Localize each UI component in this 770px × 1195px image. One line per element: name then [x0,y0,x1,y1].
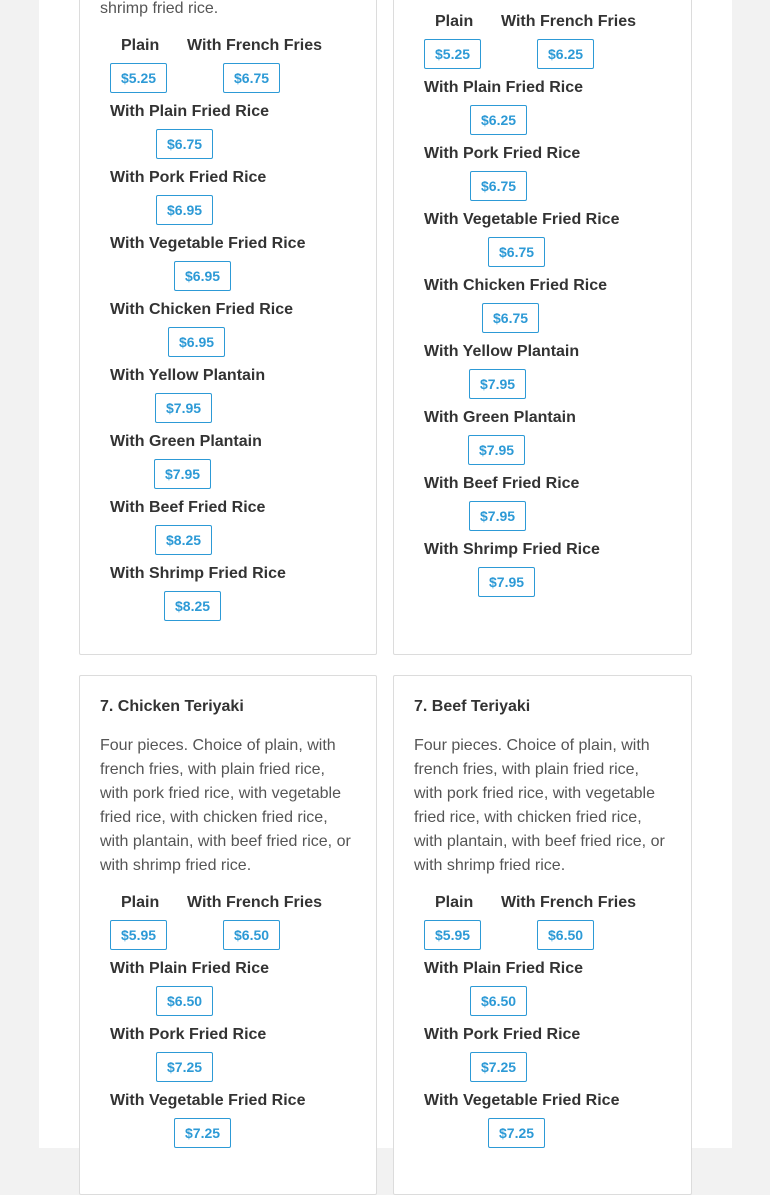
option-label-plain: Plain [435,13,474,30]
price-button-plain[interactable]: $5.95 [424,920,481,950]
price-button[interactable]: $8.25 [155,525,212,555]
option-label: With Vegetable Fried Rice [424,1092,620,1109]
option-label: With Plain Fried Rice [110,103,269,120]
option-label-plain: Plain [435,894,474,911]
option-label: With Beef Fried Rice [424,475,580,492]
price-button-french-fries[interactable]: $6.50 [223,920,280,950]
option-label-plain: Plain [121,37,160,54]
option-label: With Plain Fried Rice [424,79,583,96]
price-button[interactable]: $6.95 [168,327,225,357]
price-button-french-fries[interactable]: $6.25 [537,39,594,69]
price-button-french-fries[interactable]: $6.50 [537,920,594,950]
price-button[interactable]: $7.95 [154,459,211,489]
price-button[interactable]: $7.95 [469,369,526,399]
option-label: With Green Plantain [424,409,576,426]
price-button[interactable]: $7.95 [478,567,535,597]
item-description: Four pieces. Choice of plain, with french fries, with plain fried rice, with pork fried rice, with vegetable fried rice, with chicken fried rice, with plantain, with beef fried rice, or with shrimp fried rice. [414,737,665,874]
option-label: With Yellow Plantain [110,367,266,384]
option-label: With Plain Fried Rice [110,960,269,977]
option-label: With Chicken Fried Rice [424,277,607,294]
price-button-french-fries[interactable]: $6.75 [223,63,280,93]
option-label-french-fries: With French Fries [187,37,322,54]
price-button[interactable]: $6.95 [156,195,213,225]
price-button[interactable]: $6.25 [470,105,527,135]
menu-item-card [79,675,377,1195]
option-label: With Shrimp Fried Rice [424,541,600,558]
price-button[interactable]: $7.25 [488,1118,545,1148]
price-button[interactable]: $6.50 [470,986,527,1016]
menu-item-card [79,0,377,655]
option-label-french-fries: With French Fries [501,13,636,30]
price-button[interactable]: $6.75 [156,129,213,159]
price-button[interactable]: $6.95 [174,261,231,291]
price-button-plain[interactable]: $5.25 [110,63,167,93]
price-button-plain[interactable]: $5.95 [110,920,167,950]
price-button[interactable]: $6.75 [482,303,539,333]
price-button[interactable]: $7.95 [468,435,525,465]
option-label: With Green Plantain [110,433,262,450]
item-title: 7. Chicken Teriyaki [100,698,244,715]
menu-item-card [393,0,692,655]
option-label: With Beef Fried Rice [110,499,266,516]
option-label: With Chicken Fried Rice [110,301,293,318]
price-button[interactable]: $6.75 [470,171,527,201]
price-button[interactable]: $6.75 [488,237,545,267]
menu-item-card [393,675,692,1195]
option-label: With Yellow Plantain [424,343,580,360]
price-button[interactable]: $7.25 [156,1052,213,1082]
option-label: With Pork Fried Rice [110,169,267,186]
option-label: With Vegetable Fried Rice [110,1092,306,1109]
option-label: With Vegetable Fried Rice [110,235,306,252]
item-description: shrimp fried rice. [100,0,219,17]
option-label: With Pork Fried Rice [424,1026,581,1043]
option-label: With Shrimp Fried Rice [110,565,286,582]
price-button[interactable]: $8.25 [164,591,221,621]
option-label: With Plain Fried Rice [424,960,583,977]
option-label-french-fries: With French Fries [187,894,322,911]
price-button[interactable]: $7.95 [469,501,526,531]
price-button-plain[interactable]: $5.25 [424,39,481,69]
item-title: 7. Beef Teriyaki [414,698,531,715]
price-button[interactable]: $7.25 [174,1118,231,1148]
price-button[interactable]: $7.25 [470,1052,527,1082]
price-button[interactable]: $6.50 [156,986,213,1016]
price-button[interactable]: $7.95 [155,393,212,423]
option-label: With Pork Fried Rice [110,1026,267,1043]
option-label: With Vegetable Fried Rice [424,211,620,228]
option-label-french-fries: With French Fries [501,894,636,911]
item-description: Four pieces. Choice of plain, with french fries, with plain fried rice, with pork fried rice, with vegetable fried rice, with chicken fried rice, with plantain, with beef fried rice, or with shrimp fried rice. [100,737,351,874]
option-label: With Pork Fried Rice [424,145,581,162]
option-label-plain: Plain [121,894,160,911]
